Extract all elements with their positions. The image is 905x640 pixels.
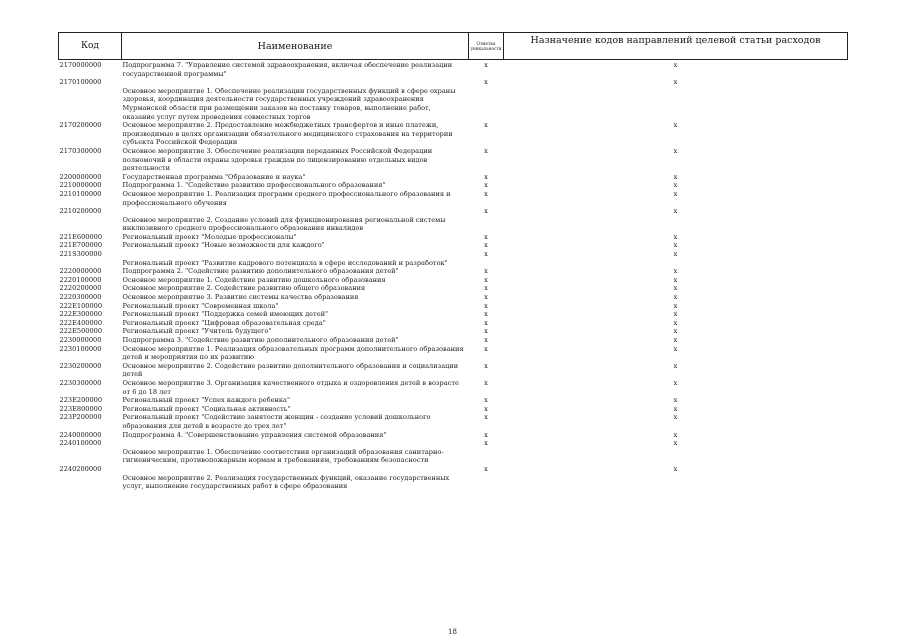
row-uniqueness-mark: x xyxy=(484,250,488,259)
row-code: 222E300000 xyxy=(59,310,103,319)
row-code: 2210200000 xyxy=(59,207,102,216)
row-code xyxy=(59,448,122,465)
table-row xyxy=(59,293,848,302)
row-uniqueness-mark: x xyxy=(484,464,488,473)
table-row xyxy=(59,396,848,405)
row-uniqueness-mark: x xyxy=(484,336,488,344)
table-row xyxy=(59,362,848,379)
table-row xyxy=(59,259,848,268)
row-code: 2200000000 xyxy=(59,172,102,181)
row-purpose: x xyxy=(673,275,678,284)
row-name: Подпрограмма 4. "Совершенствование управления системой образования" xyxy=(122,430,387,439)
row-uniqueness-mark: x xyxy=(484,413,488,422)
row-uniqueness-mark: x xyxy=(484,327,488,336)
row-purpose: x xyxy=(673,181,678,190)
row-code: 222E100000 xyxy=(59,301,103,310)
row-name: Региональный проект "Содействие занятости женщин - создание условий дошкольного образования для детей в возрасте до трех лет" xyxy=(122,413,431,430)
row-name: Основное мероприятие 3. Организация качественного отдыха и оздоровления детей в возрасте от 6 до 18 лет xyxy=(122,378,459,396)
table-row xyxy=(59,345,848,362)
row-name: Региональный проект "Цифровая образовательная среда" xyxy=(122,318,326,327)
row-uniqueness-mark: x xyxy=(484,293,488,302)
row-purpose: x xyxy=(673,327,678,336)
row-uniqueness-mark: x xyxy=(484,439,488,448)
row-purpose xyxy=(504,216,848,233)
table-row xyxy=(59,310,848,319)
row-name: Основное мероприятие 2. Создание условий для функционирования региональной системы инклюзивного среднего профессионального образования инвалидов xyxy=(122,215,446,233)
row-uniqueness-mark: x xyxy=(484,146,488,155)
row-uniqueness-mark: x xyxy=(484,61,488,69)
row-name: Основное мероприятие 3. Развитие системы качества образования xyxy=(122,293,359,302)
table-row xyxy=(59,241,848,250)
row-purpose: x xyxy=(673,404,678,413)
row-name: Подпрограмма 2. "Содействие развитию дополнительного образования детей" xyxy=(122,267,399,276)
row-name: Региональный проект "Социальная активность" xyxy=(122,404,291,413)
row-uniqueness-mark: x xyxy=(484,378,488,387)
row-name xyxy=(122,250,469,259)
header-uniqueness-mark: Отметка уникальности xyxy=(469,33,504,60)
table-row xyxy=(59,121,848,147)
row-name: Подпрограмма 1. "Содействие развитию профессионального образования" xyxy=(122,181,386,190)
row-name: Региональный проект "Учитель будущего" xyxy=(122,327,272,336)
row-uniqueness-mark: x xyxy=(484,430,488,439)
header-code: Код xyxy=(59,33,122,60)
row-purpose: x xyxy=(673,430,678,439)
row-purpose: x xyxy=(673,336,678,344)
row-uniqueness-mark: x xyxy=(484,232,488,241)
row-purpose: x xyxy=(673,121,678,130)
table-row xyxy=(59,181,848,190)
table-row xyxy=(59,336,848,345)
table-row xyxy=(59,284,848,293)
row-uniqueness-mark: x xyxy=(484,181,488,190)
table-row xyxy=(59,78,848,87)
row-purpose: x xyxy=(673,439,678,448)
row-uniqueness-mark xyxy=(469,87,504,121)
row-purpose xyxy=(504,87,848,121)
row-name: Основное мероприятие 2. Предоставление межбюджетных трансфертов и иные платежи, производимые в целях организации обязательного медицинского страхования на территории субъекта Российской Федерации xyxy=(122,121,453,147)
table-row xyxy=(59,267,848,276)
row-uniqueness-mark xyxy=(469,259,504,268)
table-row xyxy=(59,276,848,285)
row-code: 2240200000 xyxy=(59,464,102,473)
row-purpose xyxy=(504,259,848,268)
row-purpose: x xyxy=(673,413,678,422)
table-row xyxy=(59,439,848,448)
row-name: Региональный проект "Развитие кадрового потенциала в сфере исследований и разработок" xyxy=(122,258,448,267)
row-uniqueness-mark: x xyxy=(484,275,488,284)
table-row xyxy=(59,147,848,173)
row-code: 222E500000 xyxy=(59,327,103,336)
table-row xyxy=(59,87,848,121)
row-purpose: x xyxy=(673,361,678,370)
row-uniqueness-mark xyxy=(469,474,504,491)
row-name: Региональный проект "Молодые профессионалы" xyxy=(122,232,297,241)
row-purpose: x xyxy=(673,284,678,293)
row-purpose: x xyxy=(673,396,678,405)
table-row xyxy=(59,379,848,396)
row-code: 2170200000 xyxy=(59,121,102,130)
row-uniqueness-mark: x xyxy=(484,284,488,293)
row-uniqueness-mark: x xyxy=(484,267,488,276)
table-row xyxy=(59,465,848,474)
row-name: Основное мероприятие 3. Обеспечение реализации переданных Российской Федерации полномочий в области охраны здоровья граждан по лицензированию отдельных видов деятельности xyxy=(122,146,433,173)
row-code: 2210100000 xyxy=(59,189,102,198)
header-name: Наименование xyxy=(122,33,469,60)
row-name: Основное мероприятие 2. Реализация государственных функций, оказание государственных услуг, выполнение государственных работ в сфере образования xyxy=(122,473,450,491)
row-name: Государственная программа "Образование и наука" xyxy=(122,172,306,181)
table-row xyxy=(59,60,848,79)
row-uniqueness-mark: x xyxy=(484,396,488,405)
table-row xyxy=(59,207,848,216)
row-code: 2230200000 xyxy=(59,361,102,370)
row-code: 2230300000 xyxy=(59,378,102,387)
row-purpose: x xyxy=(673,301,678,310)
row-code xyxy=(59,87,122,121)
row-name: Основное мероприятие 1. Содействие развитию дошкольного образования xyxy=(122,275,386,284)
row-uniqueness-mark: x xyxy=(484,310,488,319)
row-code: 2240000000 xyxy=(59,430,102,439)
row-code: 2220100000 xyxy=(59,275,102,284)
row-uniqueness-mark: x xyxy=(484,301,488,310)
row-name: Региональный проект "Новые возможности для каждого" xyxy=(122,241,325,250)
row-name: Основное мероприятие 2. Содействие развитию дополнительного образования и социализации детей xyxy=(122,361,459,379)
row-uniqueness-mark: x xyxy=(484,78,488,87)
table-row xyxy=(59,190,848,207)
table-row xyxy=(59,216,848,233)
row-name: Региональный проект "Современная школа" xyxy=(122,301,279,310)
row-purpose xyxy=(504,474,848,491)
row-purpose xyxy=(504,448,848,465)
row-uniqueness-mark: x xyxy=(484,207,488,216)
row-name: Основное мероприятие 1. Реализация программ среднего профессионального образования и профессионального обучения xyxy=(122,189,451,207)
row-code: 2230000000 xyxy=(59,336,102,344)
row-uniqueness-mark: x xyxy=(484,189,488,198)
row-code: 2170100000 xyxy=(59,78,102,87)
row-code: 2170000000 xyxy=(59,61,102,69)
row-uniqueness-mark xyxy=(469,448,504,465)
row-purpose: x xyxy=(673,293,678,302)
document-page xyxy=(58,32,848,491)
row-purpose: x xyxy=(673,207,678,216)
row-code: 221E700000 xyxy=(59,241,103,250)
target-codes-table xyxy=(58,32,848,491)
row-code: 2210000000 xyxy=(59,181,102,190)
row-name: Подпрограмма 3. "Содействие развитию дополнительного образования детей" xyxy=(122,336,399,344)
row-code: 2240100000 xyxy=(59,439,102,448)
row-code: 221E600000 xyxy=(59,232,103,241)
row-name: Основное мероприятие 1. Обеспечение реализации государственных функций в сфере охраны здоровья, координация деятельности государственных учреждений здравоохранения Мурманской области при размещении заказов на поставку товаров, выполнение работ, оказание услуг путем проведения совместных торгов xyxy=(122,86,456,121)
table-row xyxy=(59,474,848,491)
row-purpose: x xyxy=(673,378,678,387)
row-code: 2170300000 xyxy=(59,146,102,155)
row-uniqueness-mark: x xyxy=(484,404,488,413)
row-name xyxy=(122,78,469,87)
row-code: 2230100000 xyxy=(59,344,102,353)
row-code: 223E200000 xyxy=(59,396,103,405)
row-code: 223P200000 xyxy=(59,413,102,422)
table-row xyxy=(59,250,848,259)
row-name: Основное мероприятие 1. Реализация образовательных программ дополнительного образования детей и мероприятия по их развитию xyxy=(122,344,464,362)
row-code xyxy=(59,474,122,491)
row-code: 223E800000 xyxy=(59,404,103,413)
row-code xyxy=(59,259,122,268)
row-name: Региональный проект "Успех каждого ребенка" xyxy=(122,396,290,405)
row-name xyxy=(122,465,469,474)
row-purpose: x xyxy=(673,267,678,276)
row-code xyxy=(59,216,122,233)
row-purpose: x xyxy=(673,232,678,241)
row-purpose: x xyxy=(673,146,678,155)
row-name: Основное мероприятие 1. Обеспечение соответствия организаций образования санитарно-гигиеническим, противопожарным нормам и требованиям, требованиям безопасности xyxy=(122,447,444,465)
row-purpose: x xyxy=(673,172,678,181)
table-row xyxy=(59,448,848,465)
row-code: 221S300000 xyxy=(59,250,102,259)
row-code: 2220200000 xyxy=(59,284,102,293)
table-row xyxy=(59,319,848,328)
row-uniqueness-mark xyxy=(469,216,504,233)
table-row xyxy=(59,431,848,440)
table-header xyxy=(59,33,848,60)
table-row xyxy=(59,405,848,414)
header-purpose: Назначение кодов направлений целевой статьи расходов xyxy=(504,33,848,60)
row-purpose: x xyxy=(673,189,678,198)
row-purpose: x xyxy=(673,344,678,353)
table-row xyxy=(59,173,848,182)
row-name: Подпрограмма 7. "Управление системой здравоохранения, включая обеспечение реализации государственной программы" xyxy=(122,61,453,78)
row-code: 2220300000 xyxy=(59,293,102,302)
row-purpose: x xyxy=(673,61,678,69)
row-uniqueness-mark: x xyxy=(484,318,488,327)
row-uniqueness-mark: x xyxy=(484,344,488,353)
row-purpose: x xyxy=(673,310,678,319)
table-body xyxy=(59,60,848,491)
page-number: 18 xyxy=(448,628,457,636)
row-name: Основное мероприятие 2. Содействие развитию общего образования xyxy=(122,284,366,293)
table-row xyxy=(59,413,848,430)
table-row xyxy=(59,233,848,242)
row-purpose: x xyxy=(673,250,678,259)
row-uniqueness-mark: x xyxy=(484,121,488,130)
row-uniqueness-mark: x xyxy=(484,241,488,250)
row-name xyxy=(122,207,469,216)
row-purpose: x xyxy=(673,464,678,473)
row-code: 2220000000 xyxy=(59,267,102,276)
row-uniqueness-mark: x xyxy=(484,361,488,370)
row-code: 222E400000 xyxy=(59,318,103,327)
row-name xyxy=(122,439,469,448)
table-row xyxy=(59,302,848,311)
row-purpose: x xyxy=(673,318,678,327)
table-row xyxy=(59,327,848,336)
row-name: Региональный проект "Поддержка семей имеющих детей" xyxy=(122,310,329,319)
row-purpose: x xyxy=(673,78,678,87)
row-uniqueness-mark: x xyxy=(484,172,488,181)
row-purpose: x xyxy=(673,241,678,250)
